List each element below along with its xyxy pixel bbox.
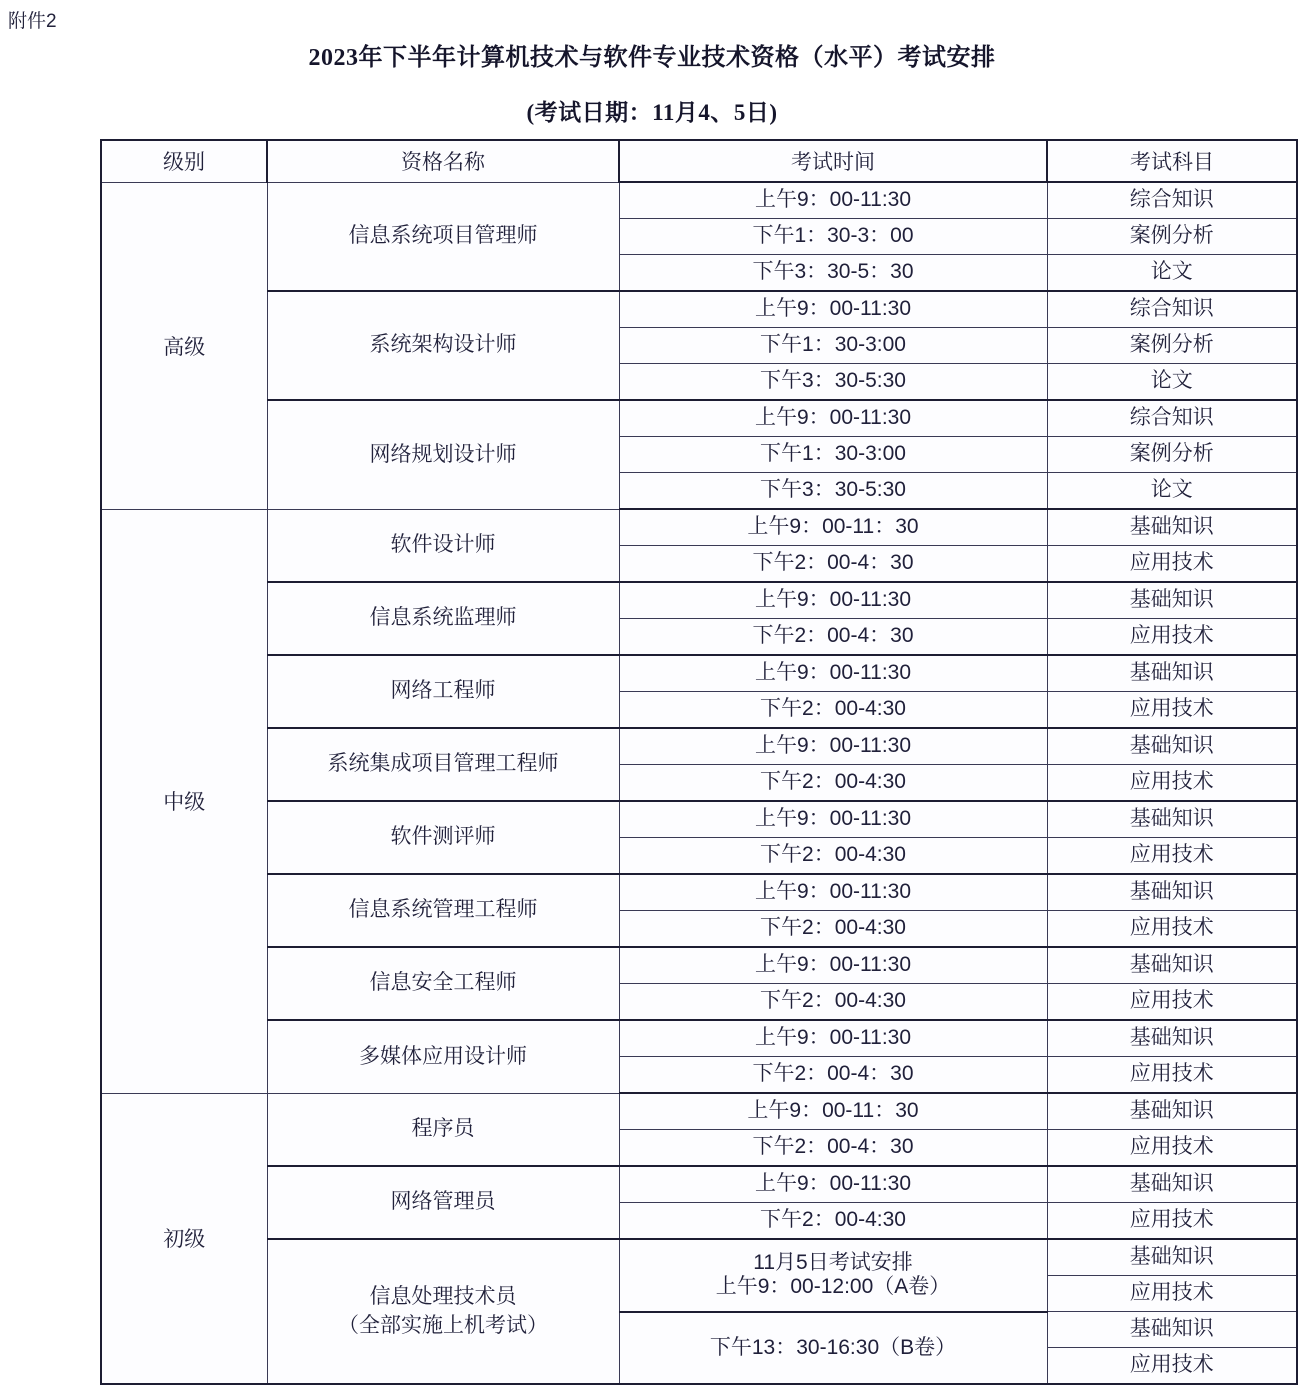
exam-subject-cell: 应用技术 bbox=[1047, 619, 1297, 656]
exam-time-cell: 下午2：00-4：30 bbox=[619, 546, 1047, 583]
exam-subject-cell: 基础知识 bbox=[1047, 1239, 1297, 1276]
exam-time-cell: 上午9：00-11:30 bbox=[619, 291, 1047, 328]
qualification-name-cell: 网络工程师 bbox=[267, 655, 619, 728]
exam-subject-cell: 应用技术 bbox=[1047, 692, 1297, 729]
exam-subject-cell: 综合知识 bbox=[1047, 400, 1297, 437]
document-heading-block bbox=[0, 0, 1304, 126]
level-cell: 高级 bbox=[101, 182, 267, 509]
page-title: 2023年下半年计算机技术与软件专业技术资格（水平）考试安排 bbox=[308, 45, 996, 71]
table-row bbox=[101, 1166, 1297, 1203]
qualification-name-cell: 多媒体应用设计师 bbox=[267, 1020, 619, 1093]
qualification-name-cell: 软件测评师 bbox=[267, 801, 619, 874]
exam-subject-cell: 基础知识 bbox=[1047, 509, 1297, 546]
qualification-name-cell: 系统集成项目管理工程师 bbox=[267, 728, 619, 801]
level-cell: 中级 bbox=[101, 509, 267, 1093]
qualification-name-cell: 网络管理员 bbox=[267, 1166, 619, 1239]
exam-subject-cell: 综合知识 bbox=[1047, 291, 1297, 328]
exam-subject-cell: 应用技术 bbox=[1047, 1203, 1297, 1240]
exam-time-cell: 下午2：00-4:30 bbox=[619, 838, 1047, 875]
qualification-name-cell: 信息系统管理工程师 bbox=[267, 874, 619, 947]
exam-time-cell: 上午9：00-11:30 bbox=[619, 400, 1047, 437]
exam-subject-cell: 应用技术 bbox=[1047, 765, 1297, 802]
table-row bbox=[101, 182, 1297, 219]
exam-subject-cell: 基础知识 bbox=[1047, 1166, 1297, 1203]
exam-subject-cell: 应用技术 bbox=[1047, 1057, 1297, 1094]
exam-subject-cell: 基础知识 bbox=[1047, 655, 1297, 692]
exam-time-line2: 上午9：00-12:00（A卷） bbox=[715, 1275, 951, 1299]
exam-time-cell: 上午9：00-11:30 bbox=[619, 874, 1047, 911]
exam-subject-cell: 基础知识 bbox=[1047, 801, 1297, 838]
exam-subject-cell: 基础知识 bbox=[1047, 1020, 1297, 1057]
exam-subject-cell: 论文 bbox=[1047, 473, 1297, 510]
qualification-name-line2: （全部实施上机考试） bbox=[338, 1313, 548, 1337]
exam-time-cell: 下午1：30-3:00 bbox=[619, 437, 1047, 473]
table-row bbox=[101, 874, 1297, 911]
exam-subject-cell: 应用技术 bbox=[1047, 1130, 1297, 1167]
qualification-name-line1: 信息处理技术员 bbox=[369, 1285, 517, 1309]
exam-schedule-table-container bbox=[100, 139, 1296, 1385]
exam-time-cell: 上午9：00-11：30 bbox=[619, 1093, 1047, 1130]
exam-time-cell: 上午9：00-11:30 bbox=[619, 947, 1047, 984]
column-header-exam-time: 考试时间 bbox=[619, 140, 1047, 182]
table-row bbox=[101, 801, 1297, 838]
exam-schedule-table bbox=[100, 139, 1298, 1385]
table-row bbox=[101, 728, 1297, 765]
exam-time-cell: 下午1：30-3：00 bbox=[619, 219, 1047, 255]
exam-time-cell: 上午9：00-11:30 bbox=[619, 728, 1047, 765]
qualification-name-cell: 网络规划设计师 bbox=[267, 400, 619, 509]
exam-time-cell: 下午2：00-4:30 bbox=[619, 1203, 1047, 1240]
table-header-row bbox=[101, 140, 1297, 182]
exam-time-cell: 上午9：00-11：30 bbox=[619, 509, 1047, 546]
exam-time-cell: 下午3：30-5:30 bbox=[619, 364, 1047, 401]
table-header bbox=[101, 140, 1297, 182]
attachment-label: 附件2 bbox=[8, 11, 57, 32]
table-row bbox=[101, 1093, 1297, 1130]
exam-subject-cell: 综合知识 bbox=[1047, 182, 1297, 219]
exam-subject-cell: 应用技术 bbox=[1047, 1348, 1297, 1385]
column-header-level: 级别 bbox=[101, 140, 267, 182]
exam-time-cell: 下午2：00-4:30 bbox=[619, 692, 1047, 729]
exam-time-cell: 上午9：00-11:30 bbox=[619, 1020, 1047, 1057]
qualification-name-cell: 软件设计师 bbox=[267, 509, 619, 582]
table-row bbox=[101, 655, 1297, 692]
table-row bbox=[101, 509, 1297, 546]
exam-subject-cell: 基础知识 bbox=[1047, 947, 1297, 984]
exam-subject-cell: 论文 bbox=[1047, 364, 1297, 401]
exam-subject-cell: 案例分析 bbox=[1047, 328, 1297, 364]
table-row bbox=[101, 291, 1297, 328]
exam-time-cell: 下午3：30-5：30 bbox=[619, 255, 1047, 292]
table-row bbox=[101, 1020, 1297, 1057]
qualification-name-cell bbox=[267, 1239, 619, 1384]
exam-subject-cell: 基础知识 bbox=[1047, 582, 1297, 619]
table-row bbox=[101, 582, 1297, 619]
exam-subject-cell: 案例分析 bbox=[1047, 219, 1297, 255]
table-row bbox=[101, 400, 1297, 437]
exam-subject-cell: 论文 bbox=[1047, 255, 1297, 292]
exam-time-cell: 上午9：00-11:30 bbox=[619, 801, 1047, 838]
level-cell: 初级 bbox=[101, 1093, 267, 1384]
table-row bbox=[101, 947, 1297, 984]
exam-subject-cell: 基础知识 bbox=[1047, 728, 1297, 765]
exam-time-cell: 下午2：00-4：30 bbox=[619, 619, 1047, 656]
exam-subject-cell: 应用技术 bbox=[1047, 546, 1297, 583]
column-header-qualification: 资格名称 bbox=[267, 140, 619, 182]
exam-subject-cell: 基础知识 bbox=[1047, 1093, 1297, 1130]
qualification-name-cell: 信息系统项目管理师 bbox=[267, 182, 619, 291]
exam-subject-cell: 基础知识 bbox=[1047, 1312, 1297, 1348]
exam-time-cell: 下午3：30-5:30 bbox=[619, 473, 1047, 510]
table-body bbox=[101, 182, 1297, 1384]
exam-time-cell: 下午2：00-4：30 bbox=[619, 1057, 1047, 1094]
exam-time-cell: 上午9：00-11:30 bbox=[619, 655, 1047, 692]
exam-subject-cell: 案例分析 bbox=[1047, 437, 1297, 473]
exam-subject-cell: 应用技术 bbox=[1047, 984, 1297, 1021]
exam-subject-cell: 基础知识 bbox=[1047, 874, 1297, 911]
qualification-name-cell: 程序员 bbox=[267, 1093, 619, 1166]
exam-time-cell: 下午2：00-4：30 bbox=[619, 1130, 1047, 1167]
exam-time-cell bbox=[619, 1239, 1047, 1312]
qualification-name-cell: 信息安全工程师 bbox=[267, 947, 619, 1020]
exam-time-cell: 下午2：00-4:30 bbox=[619, 911, 1047, 948]
exam-subject-cell: 应用技术 bbox=[1047, 838, 1297, 875]
exam-time-cell: 上午9：00-11:30 bbox=[619, 582, 1047, 619]
page-subtitle: (考试日期：11月4、5日) bbox=[526, 99, 778, 125]
exam-subject-cell: 应用技术 bbox=[1047, 1276, 1297, 1312]
qualification-name-cell: 信息系统监理师 bbox=[267, 582, 619, 655]
exam-time-cell: 上午9：00-11:30 bbox=[619, 182, 1047, 219]
exam-time-cell: 下午1：30-3:00 bbox=[619, 328, 1047, 364]
exam-time-cell: 下午2：00-4:30 bbox=[619, 765, 1047, 802]
exam-subject-cell: 应用技术 bbox=[1047, 911, 1297, 948]
exam-time-cell: 上午9：00-11:30 bbox=[619, 1166, 1047, 1203]
column-header-exam-subject: 考试科目 bbox=[1047, 140, 1297, 182]
table-row bbox=[101, 1239, 1297, 1276]
qualification-name-cell: 系统架构设计师 bbox=[267, 291, 619, 400]
exam-time-line1: 11月5日考试安排 bbox=[753, 1251, 913, 1275]
exam-time-cell: 下午13：30-16:30（B卷） bbox=[619, 1312, 1047, 1385]
exam-time-cell: 下午2：00-4:30 bbox=[619, 984, 1047, 1021]
